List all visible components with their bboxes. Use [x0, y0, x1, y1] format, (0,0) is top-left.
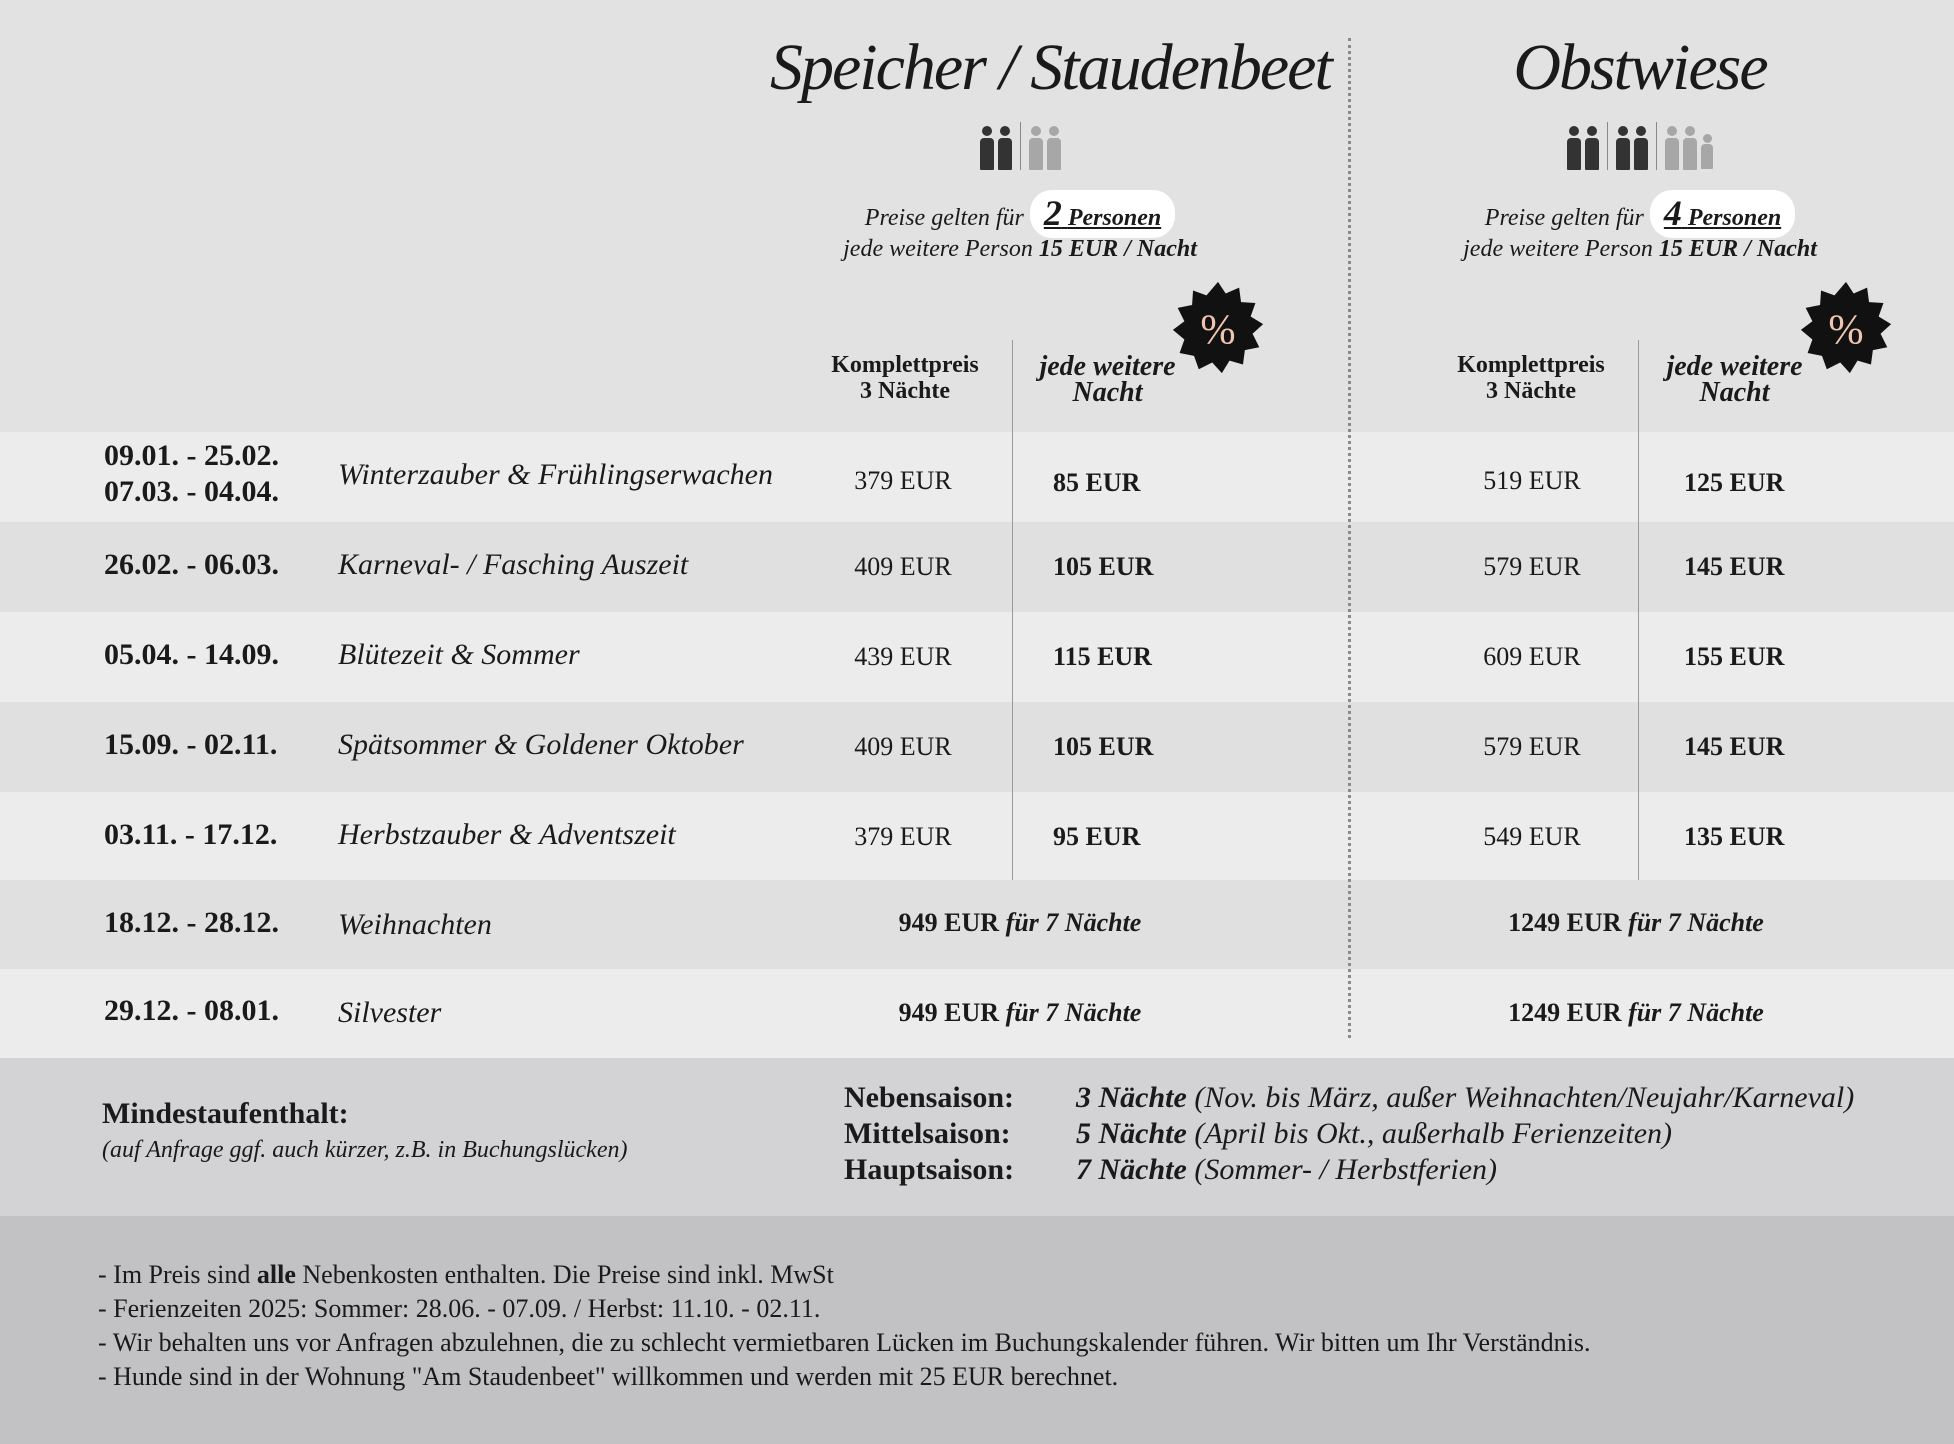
extra-person-label: jede weitere Person [843, 236, 1033, 262]
total-price: 379 EUR [854, 466, 952, 495]
notes-list [98, 1258, 1590, 1394]
col-header-line: Komplettpreis [1457, 352, 1605, 378]
package-nights: für 7 Nächte [1628, 908, 1764, 937]
season-label: Hauptsaison: [844, 1153, 1015, 1186]
persons-pill [1650, 190, 1795, 238]
package-price: 1249 EUR [1508, 908, 1622, 937]
package-price-obstwiese [1396, 908, 1876, 938]
extra-person-obstwiese [1400, 236, 1880, 263]
season-name: Spätsommer & Goldener Oktober [338, 728, 744, 761]
season-label: Nebensaison: [844, 1081, 1015, 1114]
price-info-speicher [780, 190, 1260, 238]
col-header-line: jede weitere [1039, 351, 1176, 382]
person-icon [1616, 126, 1630, 170]
night-price: 95 EUR [1053, 822, 1141, 851]
date-range: 03.11. - 17.12. [104, 818, 278, 851]
person-icon [1585, 126, 1599, 170]
date-range: 26.02. - 06.03. [104, 548, 279, 581]
season-name: Herbstzauber & Adventszeit [338, 818, 676, 851]
night-price: 135 EUR [1684, 822, 1785, 851]
persons-number: 2 [1043, 193, 1062, 233]
person-icon [1683, 126, 1697, 170]
note-item: - Hunde sind in der Wohnung "Am Staudenbeet" willkommen und werden mit 25 EUR berechnet. [98, 1362, 1119, 1391]
package-nights: für 7 Nächte [1005, 998, 1142, 1027]
season-name: Winterzauber & Frühlingserwachen [338, 458, 773, 491]
note-item: - Ferienzeiten 2025: Sommer: 28.06. - 07.09. / Herbst: 11.10. - 02.11. [98, 1294, 821, 1323]
season-name: Blütezeit & Sommer [338, 638, 580, 671]
date-range-line: 09.01. - 25.02. [104, 439, 279, 472]
total-price: 519 EUR [1483, 466, 1581, 495]
persons-word: Personen [1067, 205, 1162, 231]
col-header-night-obstwiese [1652, 351, 1817, 408]
col-header-line: jede weitere [1666, 351, 1803, 382]
apartment-divider [1348, 38, 1351, 1038]
persons-number: 4 [1663, 193, 1682, 233]
season-note: (Nov. bis März, außer Weihnachten/Neujahr/Karneval) [1194, 1081, 1855, 1114]
person-icon [1047, 126, 1061, 170]
note-emphasis: alle [256, 1260, 296, 1289]
package-price: 949 EUR [898, 998, 1000, 1027]
season-label: Mittelsaison: [844, 1117, 1011, 1150]
season-values [1076, 1080, 1854, 1188]
person-icon [1665, 126, 1679, 170]
date-range-line: 07.03. - 04.04. [104, 475, 279, 508]
season-name: Weihnachten [338, 908, 492, 941]
col-header-line: 3 Nächte [860, 378, 950, 404]
extra-person-value: 15 EUR / Nacht [1658, 236, 1817, 262]
note-item [98, 1258, 1590, 1292]
person-icon [1029, 126, 1043, 170]
date-range: 29.12. - 08.01. [104, 994, 279, 1027]
season-note: (Sommer- / Herbstferien) [1194, 1153, 1497, 1186]
total-price: 379 EUR [854, 822, 952, 851]
season-value [1076, 1152, 1854, 1188]
person-icon [998, 126, 1012, 170]
date-range: 18.12. - 28.12. [104, 906, 279, 939]
total-price: 549 EUR [1483, 822, 1581, 851]
season-name: Karneval- / Fasching Auszeit [338, 548, 689, 581]
person-icon [980, 126, 994, 170]
season-nights: 5 Nächte [1076, 1117, 1187, 1150]
person-icon [1567, 126, 1581, 170]
season-value [1076, 1080, 1854, 1116]
total-price: 609 EUR [1483, 642, 1581, 671]
date-range: 05.04. - 14.09. [104, 638, 279, 671]
night-price: 155 EUR [1684, 642, 1785, 671]
extra-person-value: 15 EUR / Nacht [1038, 236, 1197, 262]
total-price: 439 EUR [854, 642, 952, 671]
col-header-total-obstwiese [1436, 352, 1626, 404]
season-labels [844, 1080, 1014, 1188]
col-header-line: Nacht [1699, 377, 1770, 408]
season-nights: 7 Nächte [1076, 1153, 1187, 1186]
persons-pill [1030, 190, 1175, 238]
package-price-obstwiese [1396, 998, 1876, 1028]
night-price: 85 EUR [1053, 468, 1141, 497]
persons-icon-obstwiese [1540, 122, 1740, 170]
col-header-total-speicher [810, 352, 1000, 404]
total-price: 409 EUR [854, 552, 952, 581]
minimum-stay-subheading: (auf Anfrage ggf. auch kürzer, z.B. in Buchungslücken) [102, 1137, 628, 1163]
total-price: 579 EUR [1483, 552, 1581, 581]
discount-symbol: % [1200, 306, 1236, 354]
column-divider [1638, 340, 1639, 880]
season-note: (April bis Okt., außerhalb Ferienzeiten) [1194, 1117, 1673, 1150]
package-price: 949 EUR [898, 908, 1000, 937]
night-price: 125 EUR [1684, 468, 1785, 497]
price-prefix: Preise gelten für [864, 205, 1024, 231]
total-price: 409 EUR [854, 732, 952, 761]
price-prefix: Preise gelten für [1484, 205, 1644, 231]
package-nights: für 7 Nächte [1628, 998, 1764, 1027]
price-info-obstwiese [1400, 190, 1880, 238]
season-nights: 3 Nächte [1076, 1081, 1187, 1114]
date-range [104, 438, 279, 510]
date-range: 15.09. - 02.11. [104, 728, 278, 761]
night-price: 145 EUR [1684, 732, 1785, 761]
extra-person-speicher [780, 236, 1260, 263]
discount-symbol: % [1828, 306, 1864, 354]
col-header-line: Nacht [1072, 377, 1143, 408]
night-price: 145 EUR [1684, 552, 1785, 581]
season-value [1076, 1116, 1854, 1152]
minimum-stay-heading: Mindestaufenthalt: [102, 1097, 349, 1130]
col-header-night-speicher [1025, 351, 1190, 408]
persons-icon-speicher [970, 122, 1070, 170]
persons-word: Personen [1687, 205, 1782, 231]
note-text: Nebenkosten enthalten. Die Preise sind inkl. MwSt [302, 1260, 834, 1289]
package-nights: für 7 Nächte [1005, 908, 1142, 937]
total-price: 579 EUR [1483, 732, 1581, 761]
col-header-line: 3 Nächte [1486, 378, 1576, 404]
extra-person-label: jede weitere Person [1463, 236, 1653, 262]
night-price: 115 EUR [1053, 642, 1152, 671]
apartment-title-speicher: Speicher / Staudenbeet [770, 31, 1331, 104]
note-item: - Wir behalten uns vor Anfragen abzulehnen, die zu schlecht vermietbaren Lücken im Buchungskalender führen. Wir bitten um Ihr Verständnis. [98, 1328, 1591, 1357]
night-price: 105 EUR [1053, 732, 1154, 761]
package-price-speicher [780, 998, 1260, 1028]
col-header-line: Komplettpreis [831, 352, 979, 378]
package-price: 1249 EUR [1508, 998, 1622, 1027]
season-name: Silvester [338, 996, 442, 1029]
person-icon [1634, 126, 1648, 170]
note-text: - Im Preis sind [98, 1260, 251, 1289]
column-divider [1012, 340, 1013, 880]
package-price-speicher [780, 908, 1260, 938]
night-price: 105 EUR [1053, 552, 1154, 581]
apartment-title-obstwiese: Obstwiese [1513, 31, 1767, 104]
child-icon [1701, 134, 1713, 170]
